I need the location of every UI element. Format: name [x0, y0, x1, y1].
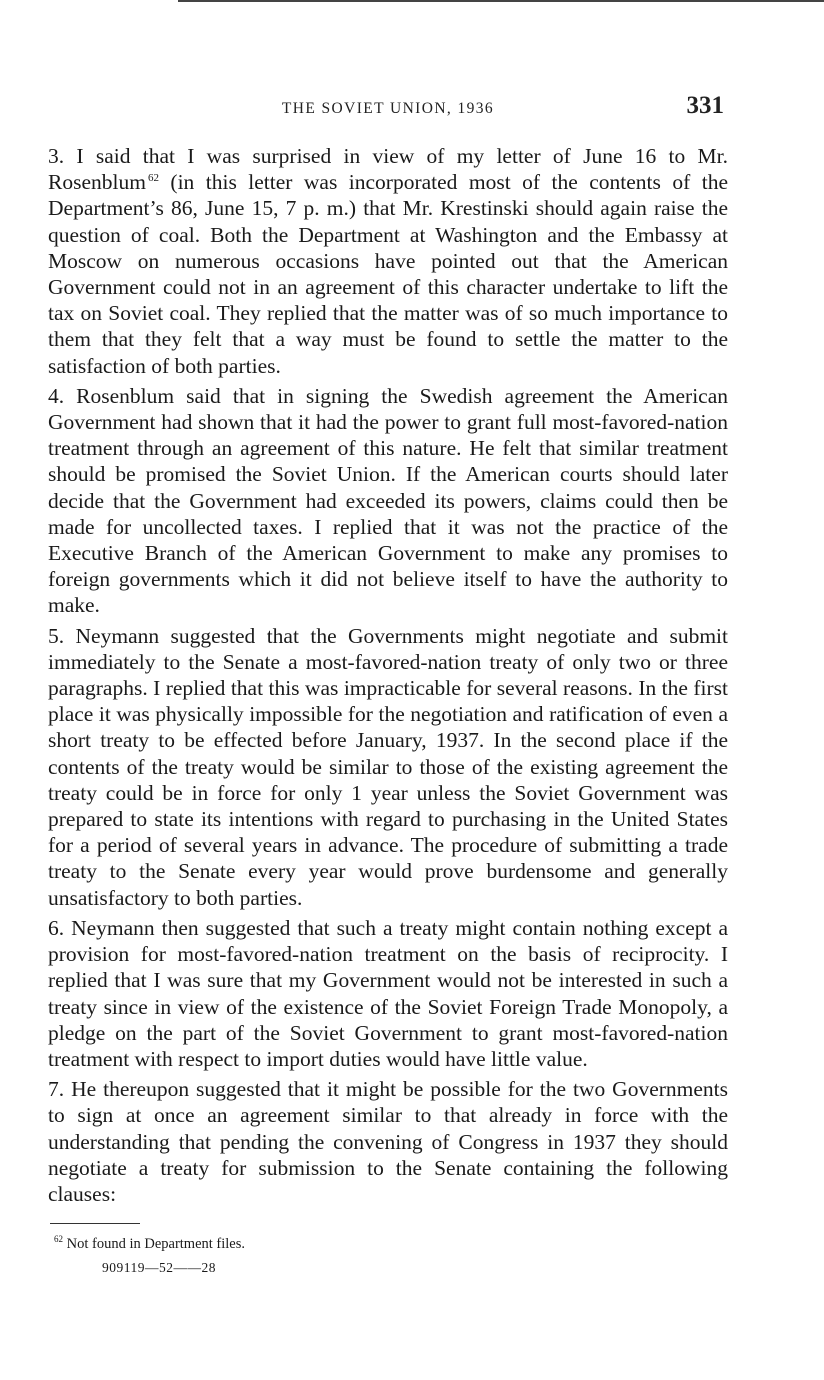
document-page	[48, 92, 728, 1276]
footnote-divider	[50, 1223, 140, 1224]
footnote-text: Not found in Department files.	[66, 1236, 246, 1253]
footnote	[48, 1234, 728, 1254]
body-text	[48, 143, 728, 1207]
running-title: THE SOVIET UNION, 1936	[281, 100, 495, 117]
paragraph-7: 7. He thereupon suggested that it might be possible for the two Governments to sign at once an agreement similar to that already in force with the understanding that pending the convening of Congress in 1937 they should negotiate a treaty for submission to the Senate containing the following clauses:	[48, 1077, 728, 1206]
page-number: 331	[686, 92, 724, 119]
footnote-reference: 62	[147, 172, 159, 185]
paragraph-3-text-after-ref: (in this letter was incorporated most of the contents of the Department’s 86, June 15, 7 p. m.) that Mr. Krestinski should again raise the question of coal. Both the Department at Washington and the Embassy at Moscow on numerous occasions have pointed out that the American Government could not in an agreement of this character undertake to lift the tax on Soviet coal. They replied that the matter was of so much importance to them that they felt that a way must be found to settle the matter to the satisfaction of both parties.	[48, 170, 728, 378]
print-code: 909119—52——28	[102, 1260, 216, 1276]
paragraph-3-text-before-ref: 3. I said that I was surprised in view of my letter of June 16 to Mr. Rosenblum	[48, 144, 728, 195]
paragraph-5: 5. Neymann suggested that the Governments might negotiate and submit immediately to the Senate a most-favored-nation treaty of only two or three paragraphs. I replied that this was impracticable for several reasons. In the first place it was physically impossible for the negotiation and ratification of even a short treaty to be effected before January, 1937. In the second place if the contents of the treaty would be similar to those of the existing agreement the treaty could be in force for only 1 year unless the Soviet Government was prepared to state its intentions with regard to purchasing in the United States for a period of several years in advance. The procedure of submitting a trade treaty to the Senate every year would prove burdensome and generally unsatisfactory to both parties.	[48, 623, 728, 910]
footnote-mark: 62	[54, 1234, 63, 1245]
paragraph-6: 6. Neymann then suggested that such a treaty might contain nothing except a provision for most-favored-nation treatment on the basis of reciprocity. I replied that I was sure that my Government would not be interested in such a treaty since in view of the existence of the Soviet Foreign Trade Monopoly, a pledge on the part of the Soviet Government to grant most-favored-nation treatment with respect to import duties would have little value.	[48, 915, 728, 1071]
running-head	[48, 92, 728, 126]
paragraph-4: 4. Rosenblum said that in signing the Swedish agreement the American Government had shown that it had the power to grant full most-favored-nation treatment through an agreement of this nature. He felt that similar treatment should be promised the Soviet Union. If the American courts should later decide that the Government had exceeded its powers, claims could then be made for uncollected taxes. I replied that it was not the practice of the Executive Branch of the American Government to make any promises to foreign governments which it did not believe itself to have the authority to make.	[48, 383, 728, 618]
paragraph-3	[48, 143, 728, 379]
top-edge-rule	[178, 0, 824, 2]
